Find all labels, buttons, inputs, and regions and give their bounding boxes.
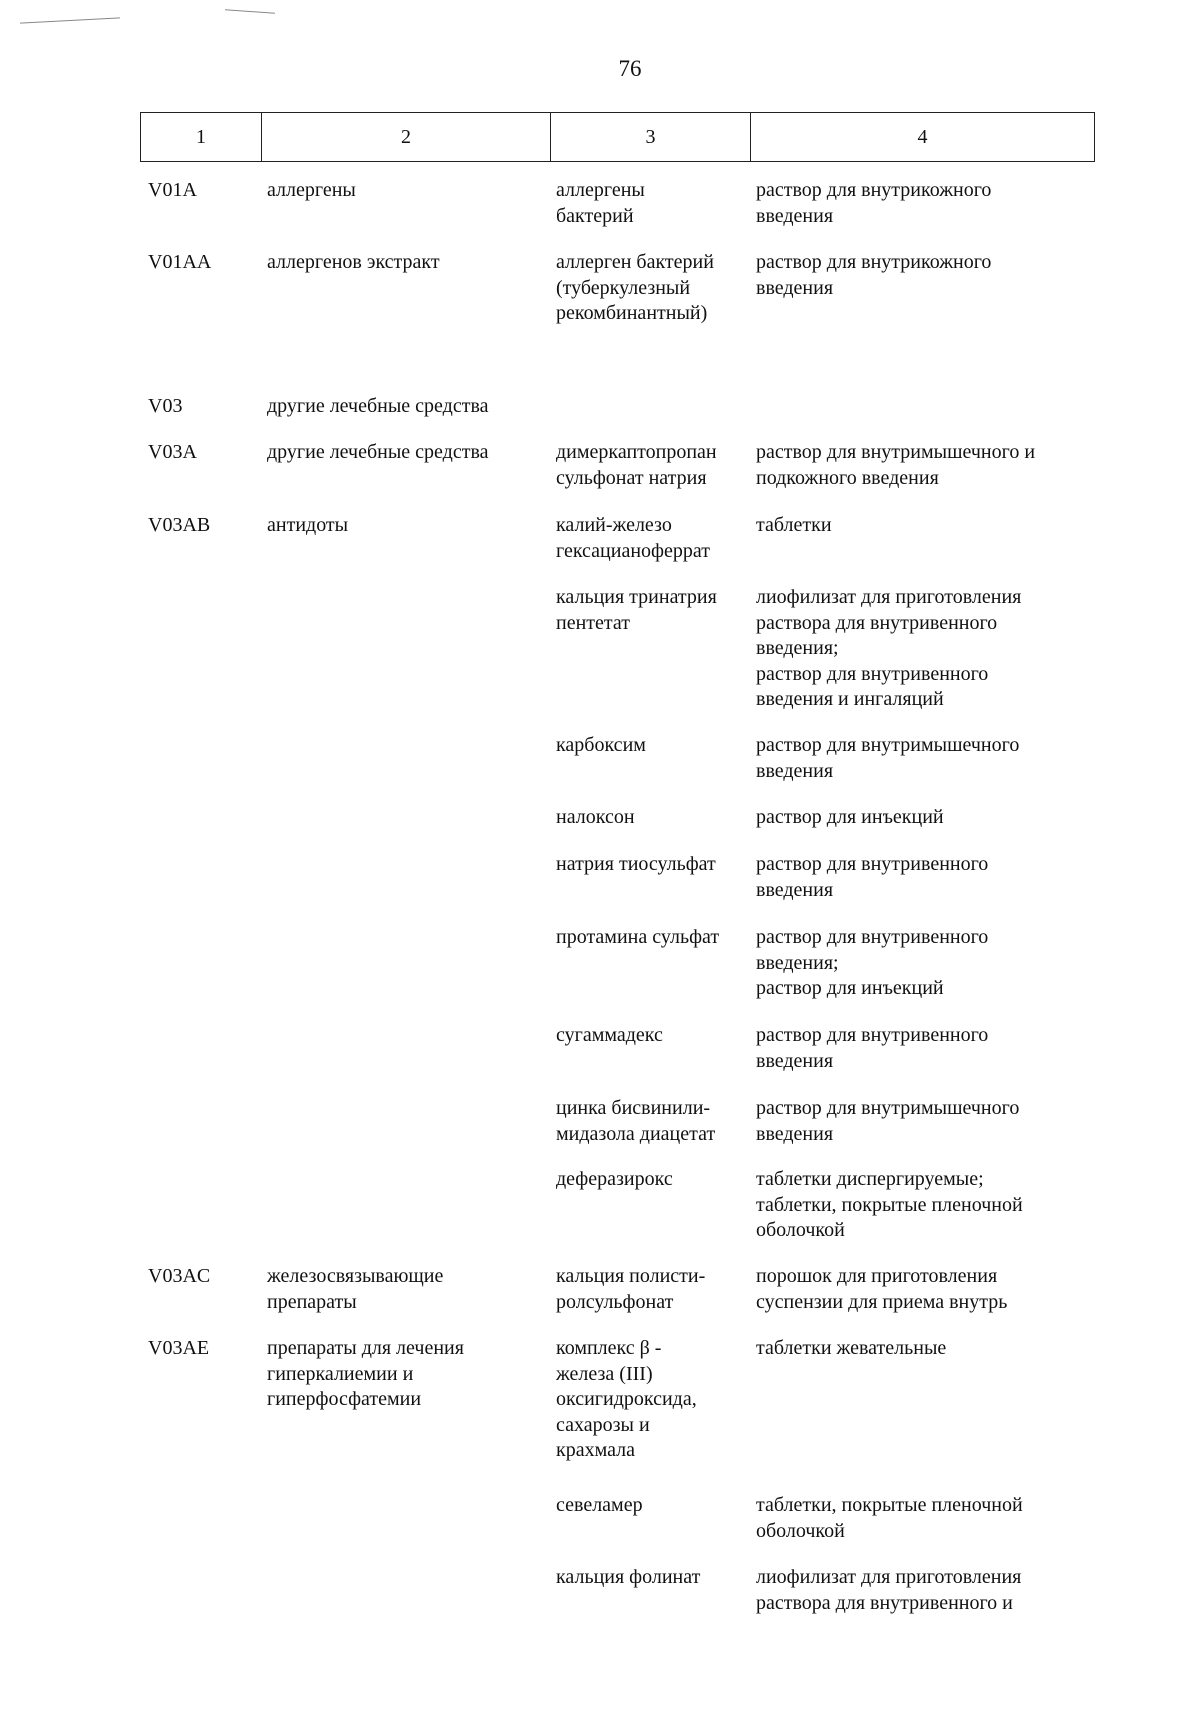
atc-code: V03AB [148,514,211,536]
drug-name: цинка бисвинили- мидазола диацетат [556,1097,716,1145]
group-name: антидоты [267,514,349,536]
drug-name: комплекс β - железа (III) оксигидроксида, сахарозы и крахмала [556,1337,697,1461]
dosage-form: таблетки диспергируемые; таблетки, покрытые пленочной оболочкой [756,1168,1023,1241]
dosage-form: порошок для приготовления суспензии для приема внутрь [756,1265,1008,1313]
column-header-2: 2 [262,113,551,161]
dosage-form: раствор для внутримышечного введения [756,734,1020,782]
page-number: 76 [618,56,642,81]
atc-code: V03AC [148,1265,211,1287]
scan-artifact [225,9,275,13]
dosage-form: раствор для инъекций [756,806,944,828]
drug-name: аллерген бактерий (туберкулезный рекомбинантный) [556,251,714,324]
column-header-1: 1 [141,113,262,161]
atc-code: V03AE [148,1337,210,1359]
dosage-form: раствор для внутримышечного введения [756,1097,1020,1145]
atc-code: V03A [148,441,197,463]
column-header-3: 3 [551,113,751,161]
dosage-form: раствор для внутримышечного и подкожного введения [756,441,1036,489]
dosage-form: таблетки [756,514,832,536]
dosage-form: раствор для внутривенного введения [756,853,989,901]
drug-name: кальция фолинат [556,1566,701,1588]
dosage-form: раствор для внутрикожного введения [756,251,992,299]
drug-name: натрия тиосульфат [556,853,716,875]
group-name: железосвязывающие препараты [267,1265,444,1313]
dosage-form: таблетки жевательные [756,1337,947,1359]
table-header [140,112,1095,162]
drug-name: деферазирокс [556,1168,673,1190]
group-name: другие лечебные средства [267,395,489,417]
dosage-form: таблетки, покрытые пленочной оболочкой [756,1494,1023,1542]
dosage-form: лиофилизат для приготовления раствора для внутривенного введения; раствор для внутривенного введения и ингаляций [756,586,1022,710]
dosage-form: лиофилизат для приготовления раствора для внутривенного и [756,1566,1022,1614]
drug-name: димеркаптопропан сульфонат натрия [556,441,717,489]
scan-artifact [20,17,120,23]
drug-name: карбоксим [556,734,646,756]
atc-code: V01A [148,179,197,201]
group-name: аллергены [267,179,356,201]
drug-name: аллергены бактерий [556,179,645,227]
column-header-4: 4 [917,125,928,148]
dosage-form: раствор для внутривенного введения [756,1024,989,1072]
dosage-form: раствор для внутрикожного введения [756,179,992,227]
drug-name: калий-железо гексацианоферрат [556,514,710,562]
group-name: аллергенов экстракт [267,251,440,273]
dosage-form: раствор для внутривенного введения; раствор для инъекций [756,926,989,999]
group-name: другие лечебные средства [267,441,489,463]
drug-name: сугаммадекс [556,1024,663,1046]
drug-name: кальция полисти- ролсульфонат [556,1265,706,1313]
atc-code: V01AA [148,251,212,273]
group-name: препараты для лечения гиперкалиемии и гиперфосфатемии [267,1337,464,1410]
drug-name: протамина сульфат [556,926,720,948]
drug-name: севеламер [556,1494,643,1516]
drug-name: налоксон [556,806,635,828]
drug-name: кальция тринатрия пентетат [556,586,717,634]
atc-code: V03 [148,395,183,417]
